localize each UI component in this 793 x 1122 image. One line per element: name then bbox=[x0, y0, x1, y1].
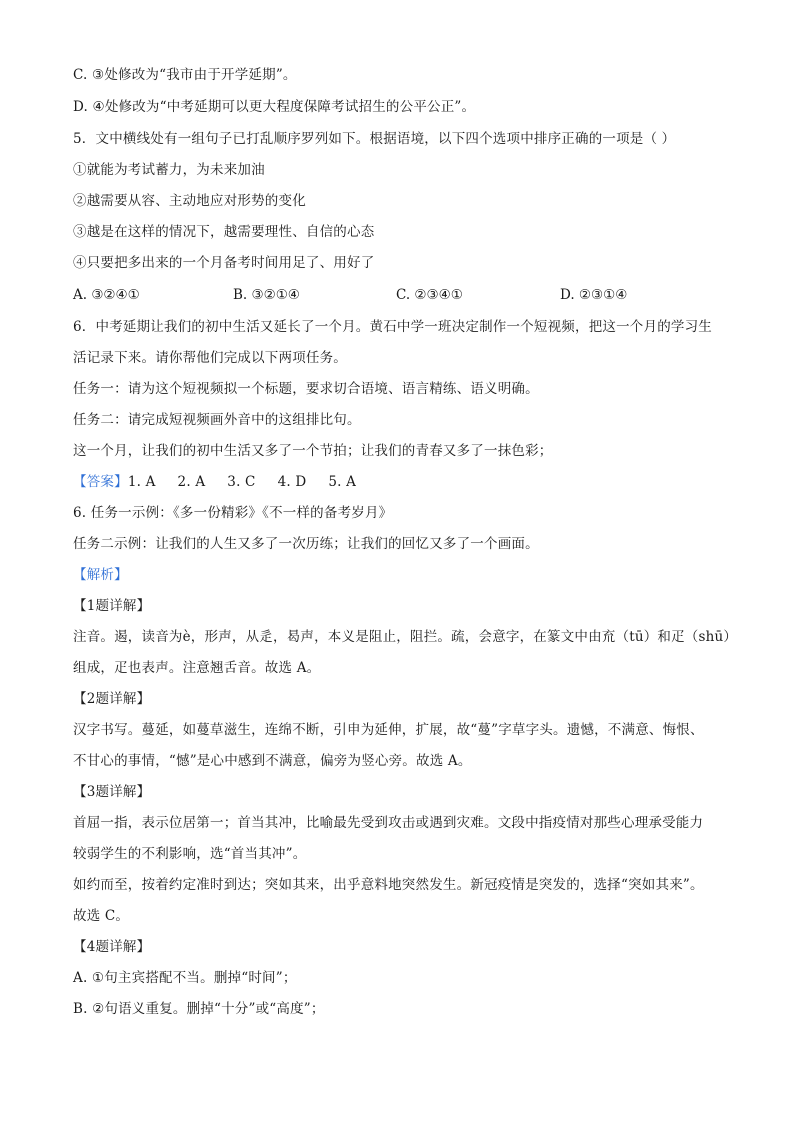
answer-item: 5. A bbox=[328, 474, 357, 490]
answer-item: 2. A bbox=[177, 474, 206, 490]
question-6-cont: 活记录下来。请你帮他们完成以下两项任务。 bbox=[73, 350, 347, 366]
task-2: 任务二：请完成短视频画外音中的这组排比句。 bbox=[73, 412, 361, 428]
sentence-2: ②越需要从容、主动地应对形势的变化 bbox=[73, 193, 306, 209]
task-1-example: 6. 任务一示例：《多一份精彩》《不一样的备考岁月》 bbox=[73, 505, 393, 521]
question-5: 5．文中横线处有一组句子已打乱顺序罗列如下。根据语境，以下四个选项中排序正确的一项是（ ） bbox=[73, 131, 676, 147]
detail-4-line-2: B. ②句语义重复。删掉“十分”或“高度”； bbox=[73, 1001, 325, 1017]
parallel-sentence: 这一个月，让我们的初中生活又多了一个节拍；让我们的青春又多了一抹色彩； bbox=[73, 443, 553, 459]
detail-heading-2: 【2题详解】 bbox=[73, 691, 151, 707]
detail-3-line-4: 故选 C。 bbox=[73, 908, 130, 924]
detail-heading-3: 【3题详解】 bbox=[73, 784, 151, 800]
answer-row bbox=[73, 473, 378, 491]
task-1: 任务一：请为这个短视频拟一个标题，要求切合语境、语言精练、语义明确。 bbox=[73, 381, 539, 397]
choice-b: B. ③②①④ bbox=[233, 287, 300, 303]
sentence-3: ③越是在这样的情况下，越需要理性、自信的心态 bbox=[73, 224, 375, 240]
detail-heading-1: 【1题详解】 bbox=[73, 598, 151, 614]
task-2-example: 任务二示例：让我们的人生又多了一次历练；让我们的回忆又多了一个画面。 bbox=[73, 536, 539, 552]
detail-3-line-3: 如约而至，按着约定准时到达；突如其来，出乎意料地突然发生。新冠疫情是突发的，选择“突如其来”。 bbox=[73, 877, 704, 893]
detail-1-line-2: 组成，疋也表声。注意翘舌音。故选 A。 bbox=[73, 660, 321, 676]
detail-3-line-1: 首屈一指，表示位居第一；首当其冲，比喻最先受到攻击或遇到灾难。文段中指疫情对那些心理承受能力 bbox=[73, 815, 704, 831]
choice-c: C. ②③④① bbox=[396, 287, 463, 303]
option-d-text: D. ④处修改为“中考延期可以更大程度保障考试招生的公平公正”。 bbox=[73, 99, 476, 115]
detail-2-line-1: 汉字书写。蔓延，如蔓草滋生，连绵不断，引申为延伸，扩展，故“蔓”字草字头。遗憾，不满意、悔恨、 bbox=[73, 722, 704, 738]
detail-1-line-1: 注音。遏，读音为è，形声，从辵，曷声，本义是阻止，阻拦。疏，会意字，在篆文中由㐬（tū）和疋（shū） bbox=[73, 629, 738, 645]
answer-item: 4. D bbox=[277, 474, 307, 490]
choice-d: D. ②③①④ bbox=[560, 287, 628, 303]
answer-item: 3. C bbox=[227, 474, 256, 490]
detail-4-line-1: A. ①句主宾搭配不当。删掉“时间”； bbox=[73, 970, 297, 986]
answer-item: 1. A bbox=[127, 474, 156, 490]
answer-label: 【答案】 bbox=[73, 474, 128, 490]
detail-heading-4: 【4题详解】 bbox=[73, 939, 151, 955]
detail-2-line-2: 不甘心的事情，“憾”是心中感到不满意，偏旁为竖心旁。故选 A。 bbox=[73, 753, 472, 769]
sentence-1: ①就能为考试蓄力，为未来加油 bbox=[73, 162, 265, 178]
detail-3-line-2: 较弱学生的不利影响，选“首当其冲”。 bbox=[73, 846, 307, 862]
analysis-heading: 【解析】 bbox=[73, 567, 128, 583]
choice-a: A. ③②④① bbox=[73, 287, 140, 303]
question-6: 6．中考延期让我们的初中生活又延长了一个月。黄石中学一班决定制作一个短视频，把这一个月的学习生 bbox=[73, 319, 712, 335]
sentence-4: ④只要把多出来的一个月备考时间用足了、用好了 bbox=[73, 255, 375, 271]
option-c-text: C. ③处修改为“我市由于开学延期”。 bbox=[73, 67, 297, 83]
